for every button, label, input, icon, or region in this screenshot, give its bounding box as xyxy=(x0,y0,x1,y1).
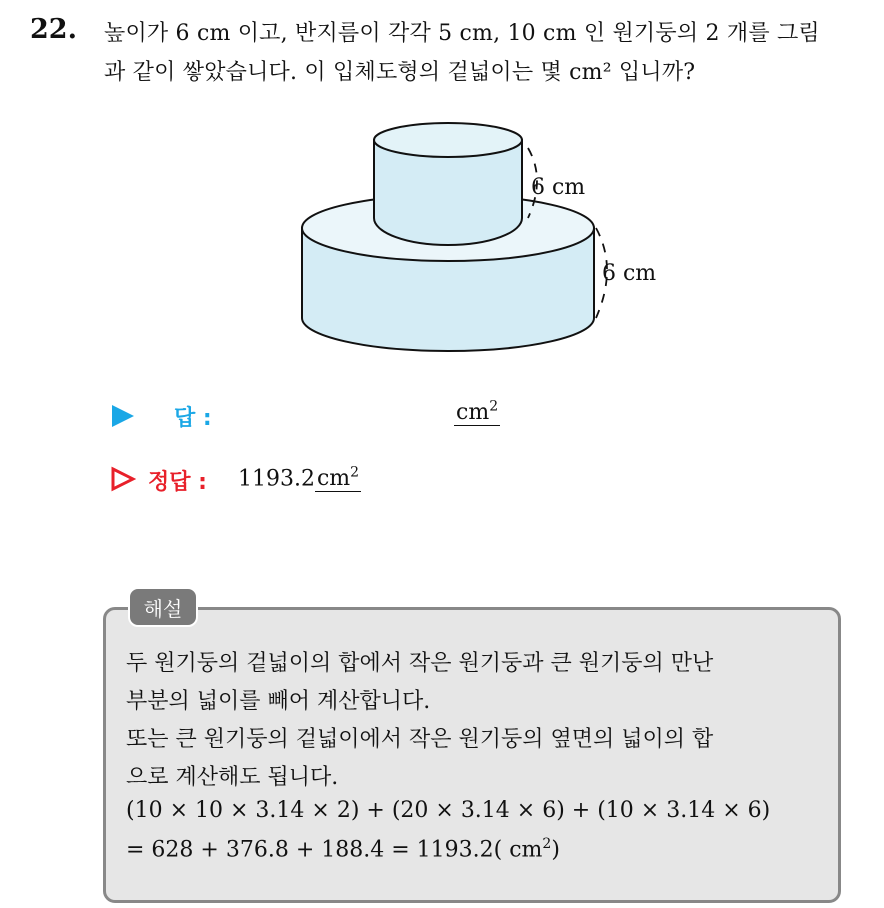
question-text-line-1: 높이가 6 cm 이고, 반지름이 각각 5 cm, 10 cm 인 원기둥의 2 개를 그림 xyxy=(104,21,820,46)
solution-result-line: = 628 + 376.8 + 188.4 = 1193.2( $cm^2$) xyxy=(126,836,560,863)
solution-line-3: 또는 큰 원기둥의 겉넓이에서 작은 원기둥의 옆면의 넓이의 합 xyxy=(126,727,714,752)
solution-line-2: 부분의 넓이를 빼어 계산합니다. xyxy=(126,689,431,714)
solution-line-1: 두 원기둥의 겉넓이의 합에서 작은 원기둥과 큰 원기둥의 만난 xyxy=(126,651,714,676)
question-text-line-2: 과 같이 쌓았습니다. 이 입체도형의 겉넓이는 몇 cm² 입니까? xyxy=(104,60,696,85)
answer-label: 답 : xyxy=(174,406,212,431)
correct-answer-label: 정답 : xyxy=(148,470,207,495)
top-cylinder-top xyxy=(374,123,522,157)
correct-answer-value: $1193.2cm^2$ xyxy=(238,465,360,492)
solution-line-4: 으로 계산해도 됩니다. xyxy=(126,765,339,790)
solution-formula-line: (10 × 10 × 3.14 × 2) + (20 × 3.14 × 6) + (10 × 3.14 × 6) xyxy=(126,798,771,823)
question-number: 22. xyxy=(30,14,77,45)
answer-unit: $cm^2$ xyxy=(456,399,499,426)
stacked-cylinders-figure xyxy=(290,118,680,363)
answer-arrow-icon xyxy=(112,405,134,427)
top-height-label: 6 cm xyxy=(531,175,586,200)
solution-tag: 해설 xyxy=(128,587,198,627)
correct-arrow-icon xyxy=(110,466,136,492)
bottom-height-label: 6 cm xyxy=(602,261,657,286)
